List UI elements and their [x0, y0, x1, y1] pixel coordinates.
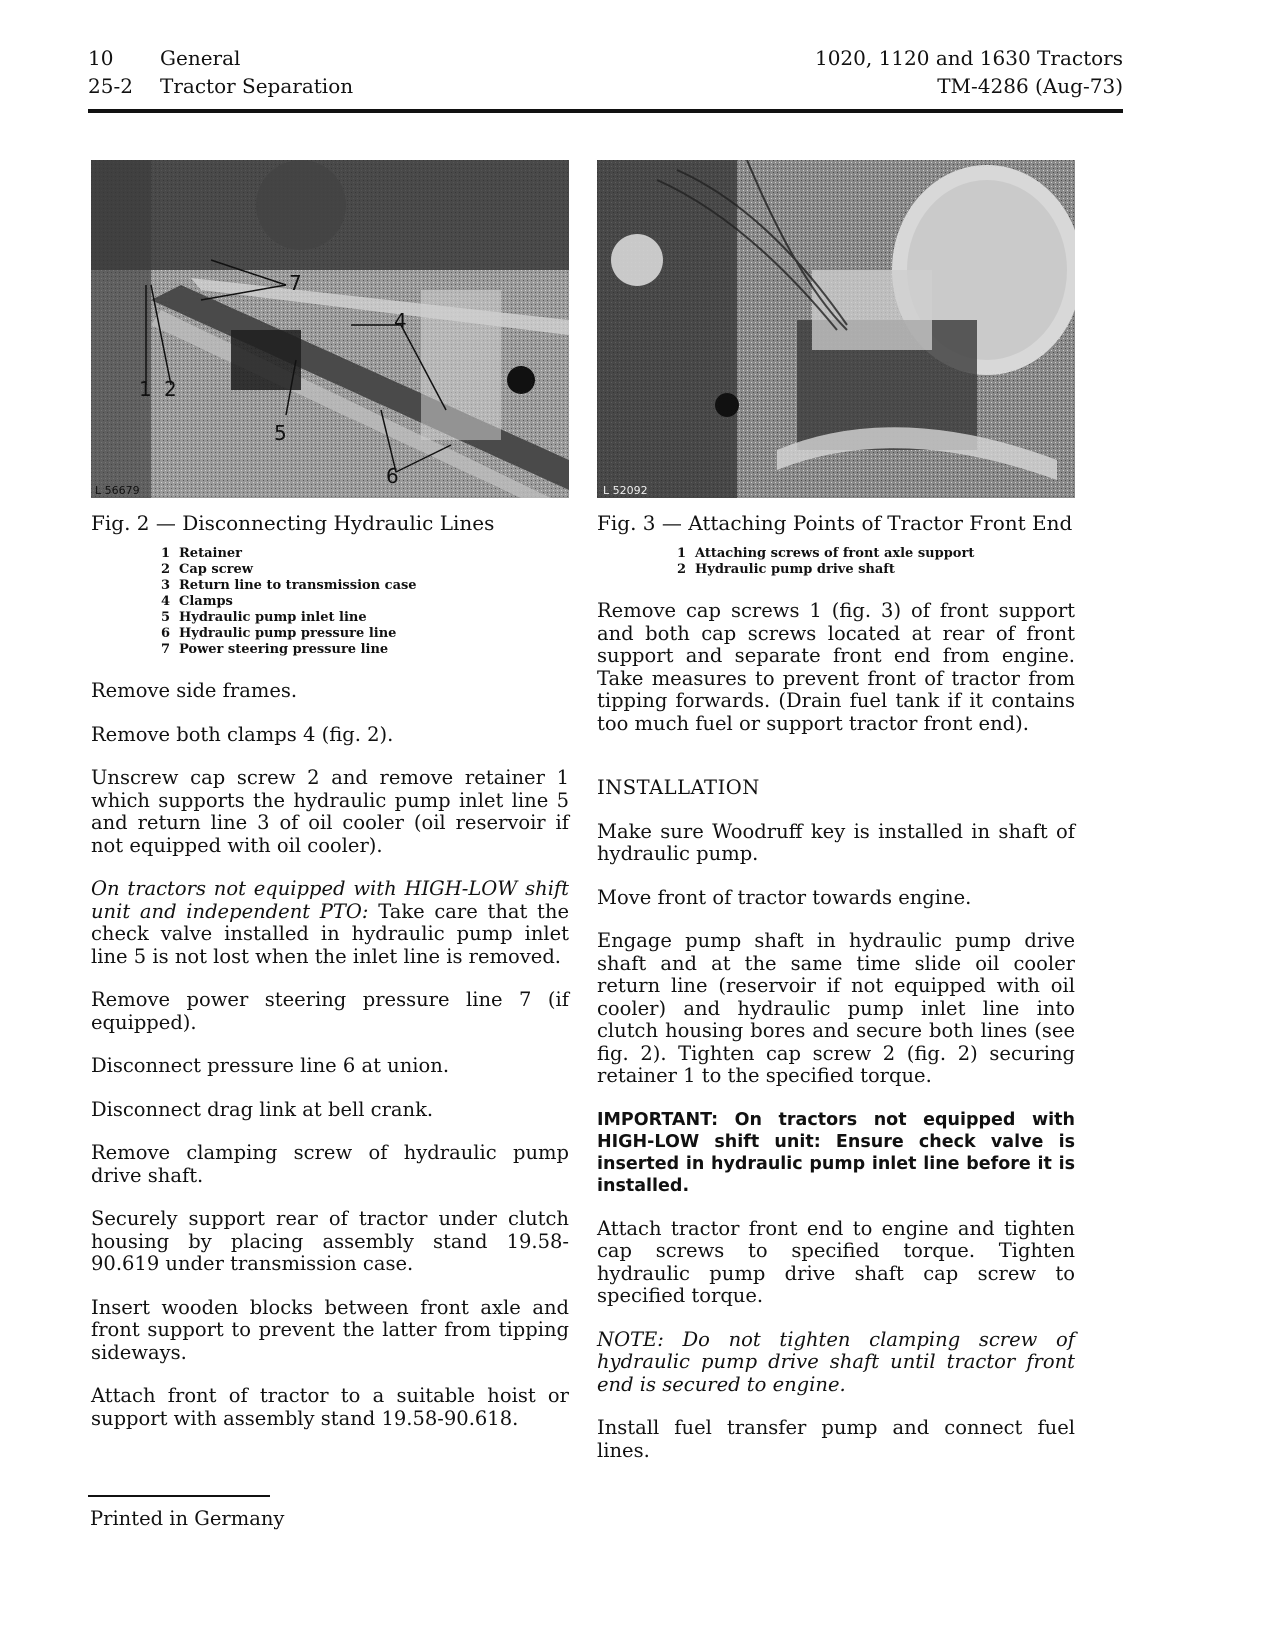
paragraph: Attach tractor front end to engine and tighten cap screws to specified torque. Tighten hydraulic pump drive shaft cap screw to specified torque.: [597, 1216, 1075, 1307]
left-column: [91, 160, 569, 1430]
footer-text: Printed in Germany: [90, 1507, 285, 1530]
callout-7: 7: [289, 271, 302, 295]
page-header: [88, 44, 1123, 104]
paragraph: Remove both clamps 4 (fig. 2).: [91, 722, 394, 746]
caution-condition: On tractors not equipped with HIGH-LOW shift unit and independent PTO:: [91, 877, 569, 923]
callout-2: 2: [164, 377, 177, 401]
legend-item: 7 Power steering pressure line: [161, 642, 389, 657]
caution-text: Take care that the check valve installed in hydraulic pump inlet line 5 is not lost when the inlet line is removed.: [91, 899, 569, 968]
legend-item: 3 Return line to transmission case: [161, 578, 417, 593]
footer-rule: [88, 1495, 270, 1497]
fig3-legend: [677, 546, 1075, 578]
fig2-caption: Fig. 2 — Disconnecting Hydraulic Lines: [91, 511, 495, 535]
callout-5: 5: [274, 421, 287, 445]
group-number: 25-2: [88, 74, 133, 98]
note-text: NOTE: Do not tighten clamping screw of hydraulic pump drive shaft until tractor front end is secured to engine.: [597, 1327, 1075, 1396]
header-row-group: [88, 72, 353, 100]
fig2-photo-drawing: [91, 160, 569, 498]
legend-item: 4 Clamps: [161, 594, 233, 609]
callout-4: 4: [394, 309, 407, 333]
legend-item: 2 Hydraulic pump drive shaft: [677, 562, 895, 577]
section-heading: INSTALLATION: [597, 776, 760, 799]
fig3-photo-drawing: [597, 160, 1075, 498]
paragraph: Securely support rear of tractor under clutch housing by placing assembly stand 19.58-90.619 under transmission case.: [91, 1207, 569, 1275]
fig2-photo: [91, 160, 569, 498]
fig3-photo: [597, 160, 1075, 498]
manual-code: TM-4286 (Aug-73): [937, 74, 1123, 98]
legend-item: 5 Hydraulic pump inlet line: [161, 610, 367, 625]
section-title: General: [160, 46, 241, 70]
callout-6: 6: [386, 464, 399, 488]
legend-item: 1 Retainer: [161, 546, 243, 561]
note: [597, 1329, 1075, 1397]
right-column: [597, 160, 1075, 1462]
important-notice: IMPORTANT: On tractors not equipped with HIGH-LOW shift unit: Ensure check valve is inserted in hydraulic pump inlet line before it is installed.: [597, 1109, 1075, 1196]
group-title: Tractor Separation: [160, 74, 354, 98]
header-left: [88, 44, 353, 100]
manual-title: 1020, 1120 and 1630 Tractors: [814, 46, 1123, 70]
paragraph: Make sure Woodruff key is installed in shaft of hydraulic pump.: [597, 819, 1075, 865]
page-number: 10: [88, 46, 114, 70]
fig3-caption: Fig. 3 — Attaching Points of Tractor Front End: [597, 511, 1073, 535]
paragraph: Disconnect drag link at bell crank.: [91, 1097, 434, 1121]
paragraph: Disconnect pressure line 6 at union.: [91, 1054, 450, 1077]
paragraph-caution: [91, 878, 569, 968]
callout-1: 1: [139, 377, 152, 401]
fig3-photo-code: L 52092: [603, 484, 648, 497]
legend-item: 6 Hydraulic pump pressure line: [161, 626, 397, 641]
header-row-page: [88, 44, 353, 72]
paragraph: Engage pump shaft in hydraulic pump drive shaft and at the same time slide oil cooler return line (reservoir if not equipped with oil cooler) and hydraulic pump inlet line into clutch housing bores and secure both lines (see fig. 2). Tighten cap screw 2 (fig. 2) securing retainer 1 to the specified torque.: [597, 929, 1075, 1087]
paragraph: Unscrew cap screw 2 and remove retainer 1 which supports the hydraulic pump inlet line 5 and return line 3 of oil cooler (oil reservoir if not equipped with oil cooler).: [91, 766, 569, 857]
paragraph: Remove side frames.: [91, 679, 298, 702]
legend-item: 1 Attaching screws of front axle support: [677, 546, 975, 561]
paragraph: Move front of tractor towards engine.: [597, 885, 972, 909]
fig2-legend: [161, 546, 569, 658]
legend-item: 2 Cap screw: [161, 562, 253, 577]
header-rule: [88, 109, 1123, 113]
header-right: [815, 44, 1123, 100]
paragraph: Remove cap screws 1 (fig. 3) of front support and both cap screws located at rear of front support and separate front end from engine. Take measures to prevent front of tractor from tipping forwards. (Drain fuel tank if it contains too much fuel or support tractor front end).: [597, 599, 1075, 735]
paragraph: Attach front of tractor to a suitable hoist or support with assembly stand 19.58-90.618.: [91, 1384, 569, 1430]
paragraph: Remove clamping screw of hydraulic pump drive shaft.: [91, 1141, 569, 1187]
fig2-photo-code: L 56679: [95, 484, 140, 497]
paragraph: Remove power steering pressure line 7 (if equipped).: [91, 988, 569, 1034]
paragraph: Install fuel transfer pump and connect fuel lines.: [597, 1416, 1075, 1462]
paragraph: Insert wooden blocks between front axle and front support to prevent the latter from tipping sideways.: [91, 1295, 569, 1364]
